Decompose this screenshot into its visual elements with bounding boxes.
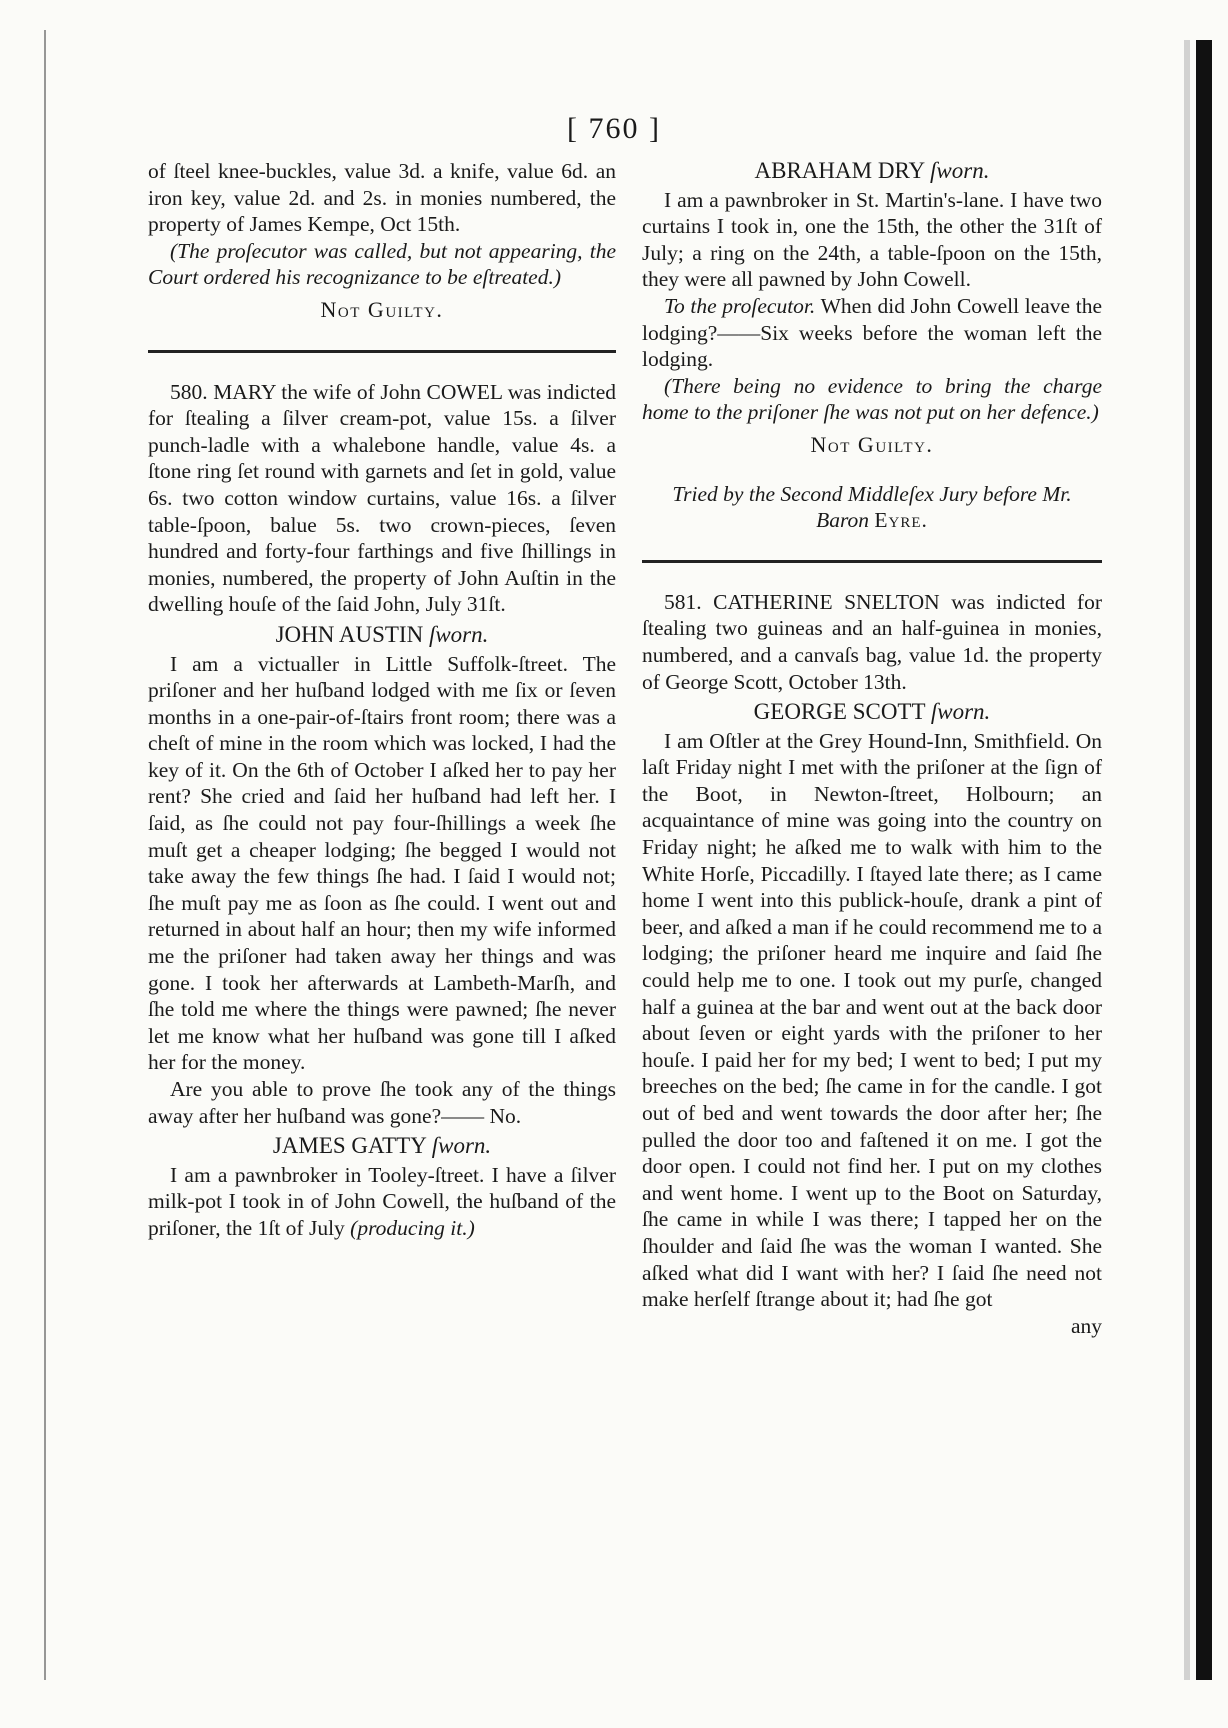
case-580-indictment: 580. MARY the wife of John COWEL was indicted for ſtealing a ſilver cream-pot, value 15s. a ſilver punch-ladle with a whalebone handle, value 4s. a ſtone ring ſet round with garnets and ſet in gold, value 6s. two cotton window curtains, value 16s. a ſilver table-ſpoon, balue 5s. two crown-pieces, ſeven hundred and forty-four farthings and five ſhillings in monies, numbered, the property of John Auſtin in the dwelling houſe of the ſaid John, July 31ſt. (148, 379, 616, 617)
witness-testimony: I am Oſtler at the Grey Hound-Inn, Smithfield. On laſt Friday night I met with the priſoner at the ſign of the Boot, in Newton-ſtreet, Holbourn; an acquaintance of mine was going into the country on Friday night; he aſked me to walk with him to the White Horſe, Piccadilly. I ſtayed late there; as I came home I went into this publick-houſe, drank a pint of beer, and aſked a man if he could recommend me to a lodging; the priſoner heard me inquire and ſaid ſhe could help me to one. I took out my purſe, changed half a guinea at the bar and went out at the back door about ſeven or eight yards with the priſoner to her houſe. I paid her for my bed; I went to bed; I put my breeches on the bed; ſhe came in for the candle. I got out of bed and went towards the door after her; ſhe pulled the door too and faſtened it on me. I got the door open. I could not find her. I put on my clothes and went home. I went up to the Boot on Saturday, ſhe came in while I was there; I tapped her on the ſhoulder and ſaid ſhe was the woman I wanted. She aſked what did I want with her? I ſaid ſhe need not make herſelf ſtrange about it; had ſhe got (642, 728, 1103, 1312)
left-column (148, 158, 616, 1242)
to-prosecutor-label: To the proſecutor. (664, 293, 816, 318)
witness-name: ABRAHAM DRY (754, 158, 925, 183)
binding-edge (1196, 40, 1212, 1680)
witness-heading (642, 158, 1102, 185)
witness-heading (148, 622, 616, 649)
witness-name: JAMES GATTY (272, 1133, 426, 1159)
sworn-label: ſworn. (930, 699, 991, 725)
verdict: Not Guilty. (810, 431, 934, 457)
witness-heading (148, 1133, 616, 1160)
section-divider (642, 560, 1102, 563)
witness-name: JOHN AUSTIN (275, 621, 424, 647)
sworn-label: ſworn. (431, 1133, 492, 1159)
jury-line: Tried by the Second Middleſex Jury before Mr. (672, 481, 1072, 506)
witness-testimony: I am a pawnbroker in St. Martin's-lane. I have two curtains I took in, one the 15th, the other the 31ſt of July; a ring on the 24th, a table-ſpoon on the 15th, they were all pawned by John Cowell. (642, 187, 1102, 292)
sworn-label: ſworn. (428, 621, 489, 647)
witness-heading (642, 699, 1102, 726)
testimony-text: I am a pawnbroker in Tooley-ſtreet. I have a ſilver milk-pot I took in of John Cowell, the huſband of the priſoner, the 1ſt of July (148, 1162, 616, 1240)
binding-shadow (1184, 40, 1190, 1680)
witness-testimony: I am a victualler in Little Suffolk-ſtreet. The priſoner and her huſband lodged with me ſix or ſeven months in a one-pair-of-ſtairs front room; there was a cheſt of mine in the room which was locked, I had the key of it. On the 6th of October I aſked her to pay her rent? She cried and ſaid her huſband had left her. I ſaid, as ſhe could not pay four-ſhillings a week ſhe muſt get a cheaper lodging; ſhe begged I would not take away the few things ſhe had. I ſaid I would not; ſhe muſt pay me as ſoon as ſhe could. I went out and returned in about half an hour; then my wife informed me the priſoner had taken away her things and was gone. I took her afterwards at Lambeth-Marſh, and ſhe told me where the things were pawned; ſhe never let me know what her huſband was gone till I aſked her for the money. (148, 651, 616, 1075)
producing-note: (producing it.) (350, 1215, 475, 1240)
jury-line-2 (642, 507, 1102, 534)
court-note: (The proſecutor was called, but not appearing, the Court ordered his recognizance to be eſtreated.) (148, 238, 616, 290)
section-divider (148, 350, 616, 353)
judge-name: Eyre. (874, 508, 928, 533)
case-581-indictment: 581. CATHERINE SNELTON was indicted for ſtealing two guineas and an half-guinea in monies, numbered, and a canvaſs bag, value 1d. the property of George Scott, October 13th. (642, 589, 1102, 694)
prosecutor-question (642, 293, 1102, 373)
court-note: (There being no evidence to bring the charge home to the priſoner ſhe was not put on her defence.) (642, 373, 1102, 425)
witness-name: GEORGE SCOTT (753, 699, 926, 725)
sworn-label: ſworn. (930, 158, 990, 183)
baron-label: Baron (816, 508, 870, 533)
verdict: Not Guilty. (320, 296, 444, 322)
prosecutor-text: When did John Cowell leave the lodging?——Six weeks before the woman left the lodging. (642, 293, 1102, 372)
catchword: any (1070, 1313, 1102, 1338)
page-number: [ 760 ] (567, 112, 661, 145)
right-column (642, 158, 1102, 1339)
witness-testimony (148, 1162, 616, 1242)
question: Are you able to prove ſhe took any of the things away after her huſband was gone?—— No. (148, 1077, 616, 1128)
left-margin-shadow (44, 30, 46, 1680)
paragraph-continued: of ſteel knee-buckles, value 3d. a knife, value 6d. an iron key, value 2d. and 2s. in monies numbered, the property of James Kempe, Oct 15th. (148, 159, 616, 237)
